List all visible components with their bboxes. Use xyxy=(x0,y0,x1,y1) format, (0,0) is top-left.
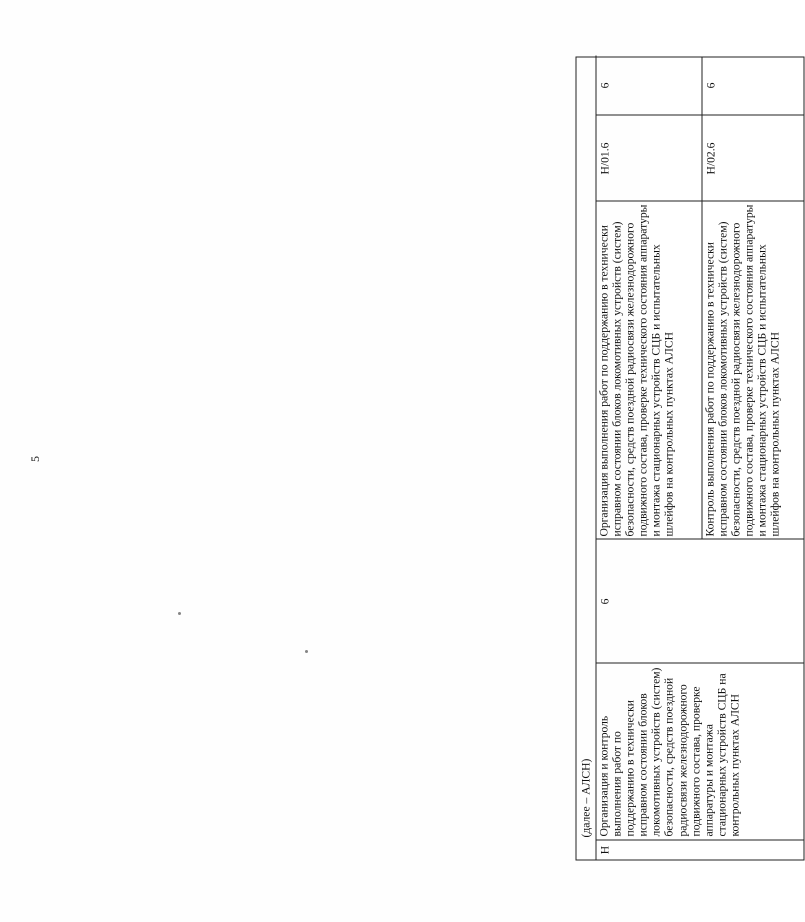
scan-speck xyxy=(305,650,308,653)
table-rule xyxy=(596,201,804,202)
table-rule xyxy=(596,840,804,841)
task-level: 6 xyxy=(598,82,612,89)
continuation-label: (далее – АЛСН) xyxy=(579,758,593,838)
task-level: 6 xyxy=(704,82,718,89)
table-rule xyxy=(596,56,597,860)
page-number: 5 xyxy=(28,456,42,462)
table-rule xyxy=(596,663,804,664)
task-name: Организация выполнения работ по поддержанию в технически исправном состоянии блоков локомотивных устройств (систем) безопасности, средств поездной радиосвязи железнодорожного подвижного состава, проверке технического состояния аппаратуры и монтажа стационарных устройств СЦБ и испытательных шлейфов на контрольных пунктах АЛСН xyxy=(597,204,676,537)
task-name: Контроль выполнения работ по поддержанию в технически исправном состоянии блоков локомотивных устройств (систем) безопасности, средств поездной радиосвязи железнодорожного подвижного состава, проверке технического состояния аппаратуры и монтажа стационарных устройств СЦБ и испытательных шлейфов на контрольных пунктах АЛСН xyxy=(703,204,782,537)
task-code: Н/01.6 xyxy=(598,142,612,175)
function-name: Организация и контроль выполнения работ по поддержанию в технически исправном состоянии блоков локомотивных устройств (систем) безопасности, средств поездной радиосвязи железнодорожного подвижного состава, проверке аппаратуры и монтажа стационарных устройств СЦБ на контрольных пунктах АЛСН xyxy=(597,667,742,837)
function-level: 6 xyxy=(598,598,612,605)
table-rule xyxy=(596,115,804,116)
table-rule xyxy=(702,58,703,540)
task-code: Н/02.6 xyxy=(704,142,718,175)
function-table xyxy=(576,57,805,861)
table-rule xyxy=(596,539,804,540)
rotated-table-wrapper xyxy=(576,57,805,861)
function-code: Н xyxy=(598,845,612,855)
scan-speck xyxy=(178,612,181,615)
